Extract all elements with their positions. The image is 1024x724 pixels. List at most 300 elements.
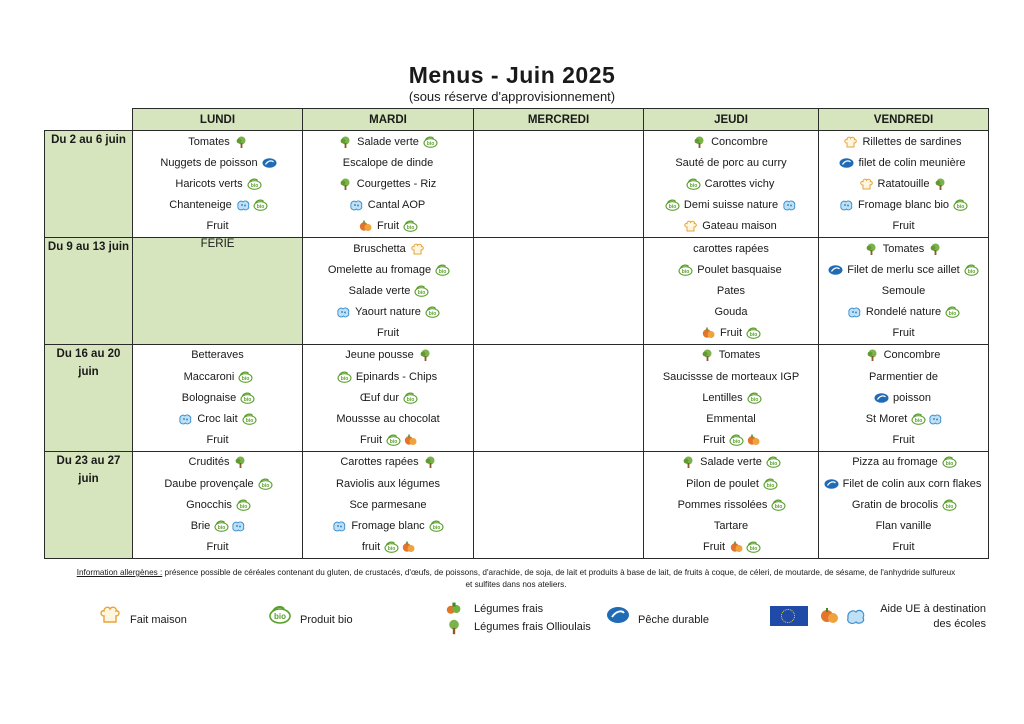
dish-name: Tomates (188, 135, 230, 148)
dish-item (819, 366, 988, 387)
legend-peche-durable-label: Pêche durable (638, 614, 709, 626)
chef-hat-icon (859, 178, 874, 190)
svg-text:bio: bio (948, 311, 957, 318)
eu-aid-icon (349, 199, 364, 211)
dish-item (303, 473, 473, 494)
dish-name: Fruit (703, 434, 725, 447)
dish-item (644, 216, 818, 237)
svg-text:bio: bio (274, 612, 286, 621)
dish-name: Jeune pousse (345, 349, 414, 362)
dish-name: Semoule (881, 284, 926, 297)
bio-icon (942, 456, 957, 468)
svg-text:bio: bio (242, 375, 250, 382)
legend-fait-maison-label: Fait maison (130, 614, 187, 626)
day-header-vendredi: VENDREDI (819, 109, 989, 131)
dish-item (303, 195, 473, 216)
bio-icon (945, 306, 960, 318)
dish-item (644, 494, 818, 515)
dish-item (644, 537, 818, 558)
mercredi-cell (474, 131, 644, 238)
dish-item (303, 387, 473, 408)
dish-name: Concombre (711, 135, 768, 148)
chef-hat-icon (410, 243, 425, 255)
mardi-cell (303, 451, 474, 558)
dish-item (819, 430, 988, 451)
dish-name: Fromage blanc bio (857, 199, 950, 212)
bio-icon (247, 178, 262, 190)
dish-name: Escalope de dinde (342, 156, 434, 169)
fruit-basket-icon (403, 434, 418, 446)
dish-item (644, 173, 818, 194)
bio-icon (240, 392, 255, 404)
dish-item (303, 173, 473, 194)
dish-item (644, 473, 818, 494)
svg-text:bio: bio (243, 396, 252, 403)
dish-name: Salade verte (348, 284, 411, 297)
bio-icon (384, 541, 399, 553)
jeudi-cell (644, 451, 819, 558)
jeudi-cell (644, 131, 819, 238)
dish-name: St Moret (865, 413, 908, 426)
dish-item (303, 216, 473, 237)
bio-icon (337, 371, 352, 383)
dish-item (303, 452, 473, 473)
svg-text:bio: bio (261, 482, 269, 489)
dish-item (819, 452, 988, 473)
dish-name: Yaourt nature (355, 306, 421, 319)
olliou-tree-icon (233, 456, 248, 468)
bio-icon (242, 413, 257, 425)
dish-item (819, 537, 988, 558)
dish-item (644, 408, 818, 429)
svg-text:bio: bio (218, 524, 226, 531)
dish-name: filet de colin meunière (858, 156, 966, 169)
ferie-label: FERIE (200, 237, 235, 250)
dish-item (303, 238, 473, 259)
dish-name: Œuf dur (359, 391, 400, 404)
bio-icon (665, 199, 680, 211)
page-title: Menus - Juin 2025 (408, 62, 616, 88)
dish-item (819, 280, 988, 301)
svg-text:bio: bio (250, 182, 258, 189)
dish-item (303, 152, 473, 173)
dish-name: Haricots verts (175, 177, 243, 190)
day-header-lundi: LUNDI (133, 109, 303, 131)
dish-name: Fruit (892, 541, 915, 554)
svg-text:bio: bio (915, 418, 923, 425)
dish-name: Betteraves (191, 349, 244, 362)
dish-item (819, 238, 988, 259)
mardi-cell (303, 131, 474, 238)
week-row (45, 344, 989, 451)
olliou-tree-icon (338, 178, 353, 190)
dish-item (644, 452, 818, 473)
dish-item (133, 430, 302, 451)
dish-item (303, 494, 473, 515)
week-label (45, 344, 133, 451)
bio-icon (435, 264, 450, 276)
day-header-mercredi: MERCREDI (474, 109, 644, 131)
eu-aid-icon (178, 413, 193, 425)
dish-item (133, 195, 302, 216)
dish-name: Gouda (714, 306, 748, 319)
legend-peche-durable (606, 604, 709, 626)
dish-item (133, 387, 302, 408)
bio-icon (964, 264, 979, 276)
svg-text:bio: bio (428, 311, 437, 318)
bio-icon (953, 199, 968, 211)
olliou-tree-icon (700, 349, 715, 361)
eu-aid-icon (847, 306, 862, 318)
eu-aid-icon (782, 199, 797, 211)
dish-item (303, 408, 473, 429)
olliou-tree-icon (423, 456, 438, 468)
legend-produit-bio-label: Produit bio (300, 614, 353, 626)
eu-flag-icon (770, 606, 808, 626)
olliou-tree-icon (234, 136, 249, 148)
dish-item (644, 345, 818, 366)
dish-item (819, 494, 988, 515)
dish-name: Cantal AOP (367, 199, 426, 212)
dish-item (303, 323, 473, 344)
dish-name: Courgettes - Riz (356, 177, 437, 190)
vendredi-cell (819, 344, 989, 451)
sustainable-fish-icon (828, 264, 843, 276)
dish-item (303, 537, 473, 558)
bio-icon (686, 178, 701, 190)
week-label-text: Du 9 au 13 juin (47, 240, 130, 253)
dish-item (133, 216, 302, 237)
olliou-tree-icon (933, 178, 948, 190)
dish-item (819, 387, 988, 408)
dish-name: Chanteneige (169, 199, 232, 212)
dish-name: Fruit (206, 434, 229, 447)
olliou-tree-icon (681, 456, 696, 468)
dish-name: Sauté de porc au curry (675, 156, 787, 169)
dish-name: Croc lait (197, 413, 238, 426)
svg-text:bio: bio (432, 524, 440, 531)
dish-item (133, 152, 302, 173)
dish-name: Poulet basquaise (697, 263, 782, 276)
svg-text:bio: bio (668, 204, 677, 211)
sustainable-fish-icon (874, 392, 889, 404)
svg-text:bio: bio (945, 503, 954, 510)
dish-item (819, 131, 988, 152)
legend-aide-ue-text (852, 603, 986, 630)
chef-hat-icon (683, 220, 698, 232)
mercredi-cell (474, 344, 644, 451)
legend-legumes-ollioulais-label: Légumes frais Ollioulais (474, 621, 591, 633)
dish-item (819, 345, 988, 366)
dish-name: Sce parmesane (349, 498, 427, 511)
vegetables-icon (444, 601, 464, 617)
dish-name: Demi suisse nature (683, 199, 779, 212)
dish-name: Tomates (718, 349, 761, 362)
week-row (45, 131, 989, 238)
week-label-text: Du 2 au 6 juin (51, 134, 126, 146)
svg-text:bio: bio (245, 418, 253, 425)
svg-text:bio: bio (956, 204, 965, 211)
dish-name: Fruit (377, 327, 399, 340)
day-header-jeudi: JEUDI (644, 109, 819, 131)
legend-produit-bio (268, 604, 353, 626)
svg-text:bio: bio (766, 482, 775, 489)
bio-icon (747, 392, 762, 404)
dish-name: Crudités (188, 456, 230, 469)
fruit-basket-icon (729, 541, 744, 553)
day-header-mardi: MARDI (303, 109, 474, 131)
mardi-cell (303, 237, 474, 344)
dish-item (303, 302, 473, 323)
dish-item (133, 452, 302, 473)
tree-icon (444, 619, 464, 635)
fruit-basket-icon (701, 327, 716, 339)
svg-text:bio: bio (239, 503, 248, 510)
dish-item (303, 259, 473, 280)
sustainable-fish-icon (606, 605, 630, 625)
bio-icon (414, 285, 429, 297)
eu-aid-icon (839, 199, 854, 211)
dish-item (133, 173, 302, 194)
dish-name: Flan vanille (875, 519, 932, 532)
dish-name: Nuggets de poisson (160, 156, 258, 169)
bio-icon (403, 220, 418, 232)
bio-icon (911, 413, 926, 425)
svg-text:bio: bio (682, 268, 690, 275)
eu-aid-icon (336, 306, 351, 318)
vendredi-cell (819, 451, 989, 558)
dish-item (644, 302, 818, 323)
dish-name: Carottes vichy (704, 177, 775, 190)
dish-item (644, 387, 818, 408)
eu-aid-icon (928, 413, 943, 425)
dish-name: Gratin de brocolis (851, 498, 939, 511)
dish-name: Gnocchis (186, 498, 232, 511)
dish-name: Bruschetta (353, 242, 406, 255)
sustainable-fish-icon (262, 157, 277, 169)
bio-icon (386, 434, 401, 446)
svg-text:bio: bio (406, 225, 415, 232)
dish-name: Fruit (892, 220, 915, 233)
eu-aid-icon (236, 199, 251, 211)
svg-text:bio: bio (749, 332, 758, 339)
dish-name: fruit (361, 541, 381, 554)
svg-text:bio: bio (769, 461, 778, 468)
dish-name: Salade verte (700, 456, 762, 469)
lundi-cell (133, 237, 303, 344)
corner-cell (45, 109, 133, 131)
mardi-cell (303, 344, 474, 451)
svg-text:bio: bio (406, 396, 415, 403)
menu-table (44, 108, 989, 559)
dish-item (819, 302, 988, 323)
dish-item (819, 323, 988, 344)
dish-name: Fromage blanc (351, 519, 425, 532)
vendredi-cell (819, 131, 989, 238)
svg-text:bio: bio (689, 182, 697, 189)
chef-hat-icon (98, 605, 122, 625)
dish-item (819, 152, 988, 173)
dish-name: Pates (716, 284, 746, 297)
dish-item (303, 430, 473, 451)
week-label (45, 237, 133, 344)
olliou-tree-icon (692, 136, 707, 148)
allergen-info (44, 567, 988, 591)
week-label-text: Du 23 au 27 juin (56, 454, 121, 485)
legend (0, 600, 1024, 640)
dish-item (303, 366, 473, 387)
page-subtitle: (sous réserve d'approvisionnement) (408, 89, 616, 104)
allergen-text: présence possible de céréales contenant du gluten, de crustacés, d'œufs, de poissons, d'arachide, de soja, de lait et produits à base de lait, de fruits à coque, de céleri, de moutarde, de sésame, de l'anhydride sulfureux (162, 568, 956, 577)
dish-item (819, 173, 988, 194)
dish-name: Ratatouille (877, 177, 930, 190)
dish-name: Saucissse de morteaux IGP (662, 370, 800, 383)
dish-name: Fruit (206, 220, 229, 233)
dish-name: Tomates (882, 242, 925, 255)
dish-name: Fruit (360, 434, 382, 447)
legend-legumes-frais-label: Légumes frais (474, 603, 544, 615)
dish-item (819, 408, 988, 429)
dish-item (133, 345, 302, 366)
dish-item (303, 280, 473, 301)
week-row (45, 237, 989, 344)
jeudi-cell (644, 237, 819, 344)
dish-name: Omelette au fromage (327, 263, 432, 276)
bio-icon (425, 306, 440, 318)
dish-name: Fruit (377, 220, 399, 233)
svg-text:bio: bio (967, 268, 975, 275)
dish-name: Rillettes de sardines (862, 135, 962, 148)
dish-item (133, 537, 302, 558)
olliou-tree-icon (864, 243, 879, 255)
dish-item (644, 238, 818, 259)
dish-item (644, 259, 818, 280)
dish-item (819, 515, 988, 536)
mercredi-cell (474, 237, 644, 344)
lundi-cell (133, 344, 303, 451)
eu-aid-icon (332, 520, 347, 532)
allergen-label: Information allergènes : (76, 568, 163, 577)
bio-icon (766, 456, 781, 468)
legend-aide-ue-label-1: Aide UE à destination (880, 603, 986, 615)
dish-name: Carottes rapées (340, 456, 419, 469)
week-label (45, 451, 133, 558)
dish-name: Emmental (706, 413, 756, 426)
dish-item (819, 195, 988, 216)
dish-item (303, 345, 473, 366)
bio-icon (746, 541, 761, 553)
svg-text:bio: bio (750, 396, 758, 403)
fruit-basket-icon (358, 220, 373, 232)
dish-name: Parmentier de (868, 370, 939, 383)
olliou-tree-icon (928, 243, 943, 255)
dish-item (133, 473, 302, 494)
dish-name: Pizza au fromage (852, 456, 938, 469)
dish-name: Lentilles (702, 391, 743, 404)
vendredi-cell (819, 237, 989, 344)
legend-fait-maison (98, 604, 187, 626)
dish-item (303, 131, 473, 152)
dish-name: Maccaroni (183, 370, 235, 383)
week-label (45, 131, 133, 238)
svg-text:bio: bio (389, 439, 398, 446)
svg-text:bio: bio (775, 503, 783, 510)
chef-hat-icon (843, 136, 858, 148)
dish-item (644, 131, 818, 152)
dish-name: Moussse au chocolat (336, 413, 440, 426)
dish-item (644, 366, 818, 387)
svg-text:bio: bio (256, 204, 264, 211)
bio-icon (678, 264, 693, 276)
olliou-tree-icon (865, 349, 880, 361)
sustainable-fish-icon (824, 478, 839, 490)
bio-icon (746, 327, 761, 339)
bio-icon (763, 478, 778, 490)
dish-item (133, 366, 302, 387)
dish-item (644, 280, 818, 301)
dish-item (819, 216, 988, 237)
dish-name: Epinards - Chips (355, 370, 438, 383)
dish-item (644, 195, 818, 216)
week-row (45, 451, 989, 558)
svg-text:bio: bio (749, 546, 758, 553)
dish-name: poisson (893, 391, 931, 404)
dish-name: Fruit (703, 541, 725, 554)
dish-item (303, 515, 473, 536)
bio-icon (729, 434, 744, 446)
dish-name: Fruit (892, 434, 915, 447)
dish-item (133, 131, 302, 152)
dish-name: Gateau maison (702, 220, 777, 233)
dish-name: Filet de colin aux corn flakes (842, 477, 982, 490)
lundi-cell (133, 451, 303, 558)
bio-icon (771, 499, 786, 511)
bio-icon (423, 136, 438, 148)
dish-item (644, 430, 818, 451)
bio-icon (258, 478, 273, 490)
bio-icon (429, 520, 444, 532)
dish-item (133, 515, 302, 536)
dish-name: Salade verte (357, 135, 419, 148)
week-label-text: Du 16 au 20 juin (56, 347, 121, 378)
bio-icon (238, 371, 253, 383)
legend-legumes (444, 600, 591, 636)
dish-item (644, 515, 818, 536)
legend-aide-ue-label-2: des écoles (933, 618, 986, 630)
dish-name: Fruit (720, 327, 742, 340)
bio-icon (236, 499, 251, 511)
dish-name: Bolognaise (181, 391, 237, 404)
dish-name: Fruit (892, 327, 915, 340)
svg-text:bio: bio (418, 289, 426, 296)
dish-name: Daube provençale (164, 477, 254, 490)
olliou-tree-icon (418, 349, 433, 361)
bio-icon (403, 392, 418, 404)
bio-icon (214, 520, 229, 532)
jeudi-cell (644, 344, 819, 451)
dish-item (133, 408, 302, 429)
dish-name: Concombre (883, 349, 941, 362)
dish-item (819, 473, 988, 494)
dish-item (133, 494, 302, 515)
dish-name: Tartare (713, 519, 749, 532)
dish-item (644, 152, 818, 173)
bio-icon (942, 499, 957, 511)
svg-text:bio: bio (387, 546, 396, 553)
dish-item (644, 323, 818, 344)
olliou-tree-icon (338, 136, 353, 148)
eu-aid-icon (231, 520, 246, 532)
